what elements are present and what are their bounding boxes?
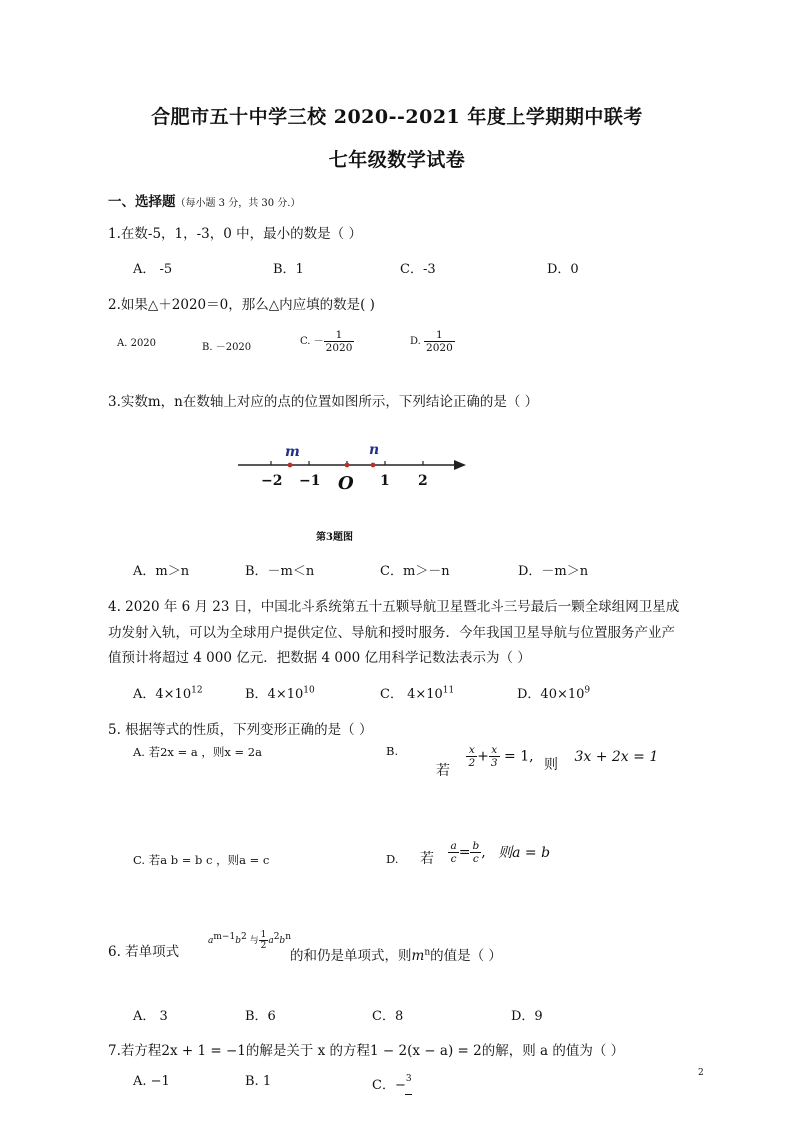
q6-term2-exp: 2 (273, 932, 280, 942)
q6-half-num: 1 (260, 930, 267, 940)
q2-d-numerator: 1 (424, 329, 455, 342)
q4-a-exp: 12 (191, 685, 203, 696)
q5-b-ruo: 若 (436, 762, 450, 779)
q6-mn-exp: n (424, 947, 431, 958)
q2-c-numerator: 1 (324, 329, 355, 342)
q5-option-c: C. 若a b = b c ，则a = c (133, 853, 270, 867)
tick-label-2: 2 (418, 473, 428, 489)
q6-stem-rest (290, 944, 502, 964)
q5-d-num2: b (472, 840, 480, 852)
q4-c-exp: 11 (442, 685, 455, 696)
q4-c-base: C． 4×10 (380, 687, 443, 702)
q5-b-den1: 2 (468, 757, 476, 769)
q1-option-a: A． -5 (133, 262, 173, 277)
q7-option-b: B. 1 (245, 1074, 272, 1089)
q2-c-denominator: 2020 (325, 342, 353, 354)
q6-term1: a (208, 936, 214, 946)
q6-option-b: B．6 (245, 1009, 276, 1024)
q5-d-ruo: 若 (420, 850, 434, 867)
q5-option-d-label: D. (386, 852, 399, 866)
number-line-arrow (454, 460, 466, 470)
q7-stem: 7.若方程2x + 1 = −1的解是关于 x 的方程1 − 2(x − a) = 2的解，则 a 的值为（ ） (108, 1043, 625, 1059)
q5-d-comma: , (481, 844, 486, 861)
section-heading (108, 190, 300, 210)
q4-option-c (380, 683, 454, 702)
q6-term2-b: b (279, 936, 286, 946)
page-subtitle: 七年级数学试卷 (328, 149, 466, 171)
q5-b-plus: + (477, 748, 489, 765)
page-title: 合肥市五十中学三校 2020--2021 年度上学期期中联考 (151, 106, 643, 128)
q1-option-b: B．1 (273, 262, 304, 277)
q1-option-c: C．-3 (400, 262, 436, 277)
q1-option-d: D．0 (547, 262, 579, 277)
tick-label-minus-1: −1 (299, 473, 321, 489)
q4-option-d (517, 683, 590, 702)
q4-line-3: 值预计将超过 4 000 亿元．把数据 4 000 亿用科学记数法表示为（ ） (108, 650, 531, 666)
q4-d-exp: 9 (584, 685, 591, 696)
q2-option-d (410, 329, 455, 354)
q5-b-ze: 则 (544, 756, 559, 773)
tick-label-1: 1 (380, 473, 390, 489)
q6-monomials (208, 930, 291, 951)
point-origin (345, 463, 350, 468)
point-m (288, 463, 293, 468)
q4-option-b (245, 683, 315, 702)
q6-option-c: C．8 (372, 1009, 404, 1024)
q3-stem: 3.实数m，n在数轴上对应的点的位置如图所示，下列结论正确的是（ ） (108, 394, 539, 410)
q3-option-d: D．－m＞n (518, 564, 589, 579)
page-number: 2 (698, 1068, 704, 1078)
q4-line-1: 4. 2020 年 6 月 23 日，中国北斗系统第五十五颗导航卫星暨北斗三号最后一颗全球组网卫星成 (108, 599, 680, 615)
q2-option-b: B. －2020 (202, 342, 252, 353)
q3-option-b: B．－m＜n (245, 564, 315, 579)
q6-option-d: D．9 (511, 1009, 543, 1024)
label-m: m (285, 444, 300, 460)
q5-b-num1: x (466, 744, 477, 757)
section-heading-label: 一、选择题 (108, 194, 176, 210)
q5-option-b (436, 744, 659, 779)
tick-label-origin: O (338, 473, 354, 494)
q5-d-den2: c (472, 853, 479, 865)
q6-stem-suffix: 的值是（ ） (430, 948, 502, 964)
q1-stem: 1.在数-5，1，-3，0 中，最小的数是（ ） (108, 226, 362, 242)
q2-c-prefix: C. － (300, 336, 324, 347)
q6-term1-exp: m−1 (213, 932, 236, 942)
q5-b-den2: 3 (490, 757, 498, 769)
q2-d-prefix: D. (410, 336, 421, 347)
q7-c-fraction-bar (405, 1094, 412, 1095)
q6-stem-prefix: 6. 若单项式 (108, 944, 180, 960)
q7-c-prefix: C．− (372, 1078, 406, 1093)
q4-a-base: A．4×10 (133, 687, 192, 702)
tick-label-minus-2: −2 (261, 473, 283, 489)
q2-d-denominator: 2020 (426, 342, 453, 354)
q5-d-result: 则a = b (498, 844, 551, 861)
q3-option-a: A．m＞n (133, 564, 190, 579)
q5-b-eq: = 1, (504, 748, 534, 765)
figure-caption: 第3题图 (316, 532, 353, 543)
q4-line-2: 功发射入轨，可以为全球用户提供定位、导航和授时服务．今年我国卫星导航与位置服务产业产 (108, 625, 675, 641)
point-n (371, 463, 376, 468)
q6-term1-b-exp: 2 (240, 932, 247, 942)
q4-d-base: D．40×10 (517, 687, 585, 702)
q6-term1-b: b (235, 936, 241, 946)
q5-b-result: 3x + 2x = 1 (574, 748, 659, 765)
q5-b-num2: x (489, 744, 500, 757)
q5-d-den1: c (450, 853, 457, 865)
q5-option-b-label: B. (386, 744, 399, 758)
q4-option-a (133, 683, 203, 702)
q4-b-exp: 10 (303, 685, 315, 696)
q2-option-c (300, 329, 354, 354)
q5-d-eq: = (458, 844, 471, 861)
label-n: n (369, 442, 380, 458)
section-heading-note: （每小题 3 分，共 30 分.） (175, 198, 301, 209)
q6-half-den: 2 (260, 941, 267, 951)
q7-option-c (372, 1074, 412, 1093)
q6-term2-b-exp: n (285, 932, 291, 942)
q5-option-d (420, 840, 550, 865)
q6-stem-mid: 的和仍是单项式，则 (290, 948, 412, 964)
q7-option-a: A. −1 (133, 1074, 170, 1089)
q5-option-a: A. 若2x = a ，则x = 2a (133, 745, 262, 759)
q2-option-a: A. 2020 (117, 338, 157, 349)
q6-option-a: A． 3 (133, 1009, 168, 1024)
q3-option-c: C．m＞－n (380, 564, 450, 579)
q7-c-numerator: 3 (405, 1074, 412, 1084)
q4-b-base: B．4×10 (245, 687, 304, 702)
q5-d-num1: a (450, 840, 457, 852)
q6-term2: a (268, 936, 274, 946)
q5-stem: 5. 根据等式的性质，下列变形正确的是（ ） (108, 722, 373, 738)
number-line-figure (230, 436, 480, 496)
q6-mn: m (411, 948, 425, 964)
q6-yu: 与 (249, 936, 259, 946)
q2-stem: 2.如果△＋2020＝0，那么△内应填的数是( ) (108, 297, 375, 313)
